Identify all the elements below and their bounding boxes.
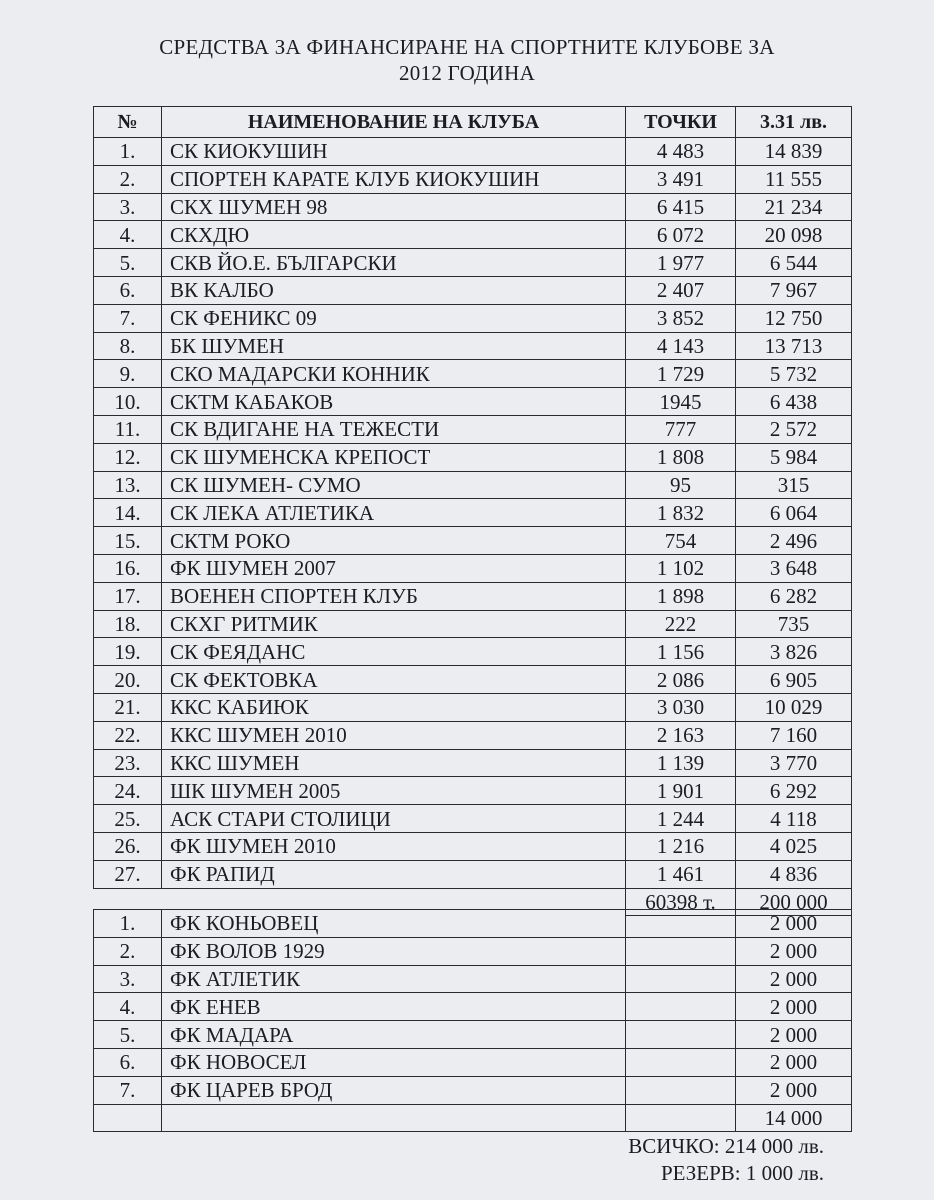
table-row — [94, 1048, 852, 1076]
row-amount: 4 836 — [736, 860, 852, 888]
row-amount: 7 160 — [736, 721, 852, 749]
row-amount: 6 544 — [736, 249, 852, 277]
table-row — [94, 666, 852, 694]
table-row — [94, 193, 852, 221]
row-amount: 735 — [736, 610, 852, 638]
table-row — [94, 471, 852, 499]
row-points: 1 461 — [626, 860, 736, 888]
table-row — [94, 276, 852, 304]
row-club-name: ФК НОВОСЕЛ — [162, 1048, 626, 1076]
row-number: 15. — [94, 527, 162, 555]
row-club-name: АСК СТАРИ СТОЛИЦИ — [162, 805, 626, 833]
table-row — [94, 415, 852, 443]
row-amount: 2 000 — [736, 965, 852, 993]
row-number: 3. — [94, 965, 162, 993]
row-number: 10. — [94, 388, 162, 416]
total-points: 60398 т. — [626, 888, 736, 916]
row-points: 1 832 — [626, 499, 736, 527]
row-number: 1. — [94, 138, 162, 166]
table-row — [94, 937, 852, 965]
row-club-name: ККС ШУМЕН — [162, 749, 626, 777]
table-row — [94, 165, 852, 193]
row-amount: 12 750 — [736, 304, 852, 332]
table-row — [94, 693, 852, 721]
row-points: 2 163 — [626, 721, 736, 749]
row-amount: 2 000 — [736, 1021, 852, 1049]
row-club-name: ФК ШУМЕН 2010 — [162, 832, 626, 860]
row-points: 222 — [626, 610, 736, 638]
row-amount: 21 234 — [736, 193, 852, 221]
row-points: 95 — [626, 471, 736, 499]
row-amount: 5 732 — [736, 360, 852, 388]
table-row — [94, 832, 852, 860]
row-number: 16. — [94, 554, 162, 582]
clubs-funding-table — [93, 106, 852, 916]
row-points: 3 491 — [626, 165, 736, 193]
row-points: 3 852 — [626, 304, 736, 332]
row-number: 11. — [94, 415, 162, 443]
row-club-name: СК ФЕНИКС 09 — [162, 304, 626, 332]
row-points: 3 030 — [626, 693, 736, 721]
row-points: 4 483 — [626, 138, 736, 166]
table-row — [94, 638, 852, 666]
row-points: 2 407 — [626, 276, 736, 304]
row-amount: 6 438 — [736, 388, 852, 416]
row-club-name: ФК АТЛЕТИК — [162, 965, 626, 993]
row-amount: 3 770 — [736, 749, 852, 777]
table-row — [94, 1076, 852, 1104]
reserve-amount: РЕЗЕРВ: 1 000 лв. — [660, 1161, 824, 1185]
row-number: 20. — [94, 666, 162, 694]
row-points-blank — [626, 937, 736, 965]
extra-total-blank-num — [94, 1104, 162, 1132]
row-club-name: ФК ЕНЕВ — [162, 993, 626, 1021]
row-club-name: ФК ШУМЕН 2007 — [162, 554, 626, 582]
row-club-name: СКВ ЙО.Е. БЪЛГАРСКИ — [162, 249, 626, 277]
row-amount: 20 098 — [736, 221, 852, 249]
row-number: 21. — [94, 693, 162, 721]
row-club-name: СК ЛЕКА АТЛЕТИКА — [162, 499, 626, 527]
row-amount: 4 118 — [736, 805, 852, 833]
table-row — [94, 582, 852, 610]
row-amount: 2 000 — [736, 993, 852, 1021]
row-number: 2. — [94, 937, 162, 965]
row-points-blank — [626, 1048, 736, 1076]
row-club-name: СКХ ШУМЕН 98 — [162, 193, 626, 221]
table-row — [94, 443, 852, 471]
table-row — [94, 965, 852, 993]
row-amount: 2 572 — [736, 415, 852, 443]
row-number: 26. — [94, 832, 162, 860]
row-amount: 2 000 — [736, 1076, 852, 1104]
row-club-name: ВОЕНЕН СПОРТЕН КЛУБ — [162, 582, 626, 610]
row-amount: 315 — [736, 471, 852, 499]
row-amount: 14 839 — [736, 138, 852, 166]
row-points: 1 901 — [626, 777, 736, 805]
row-points: 777 — [626, 415, 736, 443]
extra-total-blank-name — [162, 1104, 626, 1132]
row-number: 23. — [94, 749, 162, 777]
row-club-name: ККС ШУМЕН 2010 — [162, 721, 626, 749]
row-number: 5. — [94, 1021, 162, 1049]
grand-total: ВСИЧКО: 214 000 лв. — [628, 1134, 824, 1158]
row-number: 25. — [94, 805, 162, 833]
document-title — [0, 34, 934, 86]
row-points-blank — [626, 1021, 736, 1049]
row-amount: 13 713 — [736, 332, 852, 360]
table-row — [94, 388, 852, 416]
table-row — [94, 749, 852, 777]
row-points: 1 898 — [626, 582, 736, 610]
row-club-name: ВК КАЛБО — [162, 276, 626, 304]
row-number: 3. — [94, 193, 162, 221]
row-number: 5. — [94, 249, 162, 277]
table-row — [94, 610, 852, 638]
header-amount: 3.31 лв. — [736, 107, 852, 138]
row-amount: 2 000 — [736, 1048, 852, 1076]
row-points-blank — [626, 993, 736, 1021]
row-number: 6. — [94, 276, 162, 304]
row-club-name: ФК МАДАРА — [162, 1021, 626, 1049]
row-number: 4. — [94, 993, 162, 1021]
row-amount: 2 000 — [736, 910, 852, 938]
row-club-name: БК ШУМЕН — [162, 332, 626, 360]
header-number: № — [94, 107, 162, 138]
extra-total-amount: 14 000 — [736, 1104, 852, 1132]
row-club-name: СК ВДИГАНЕ НА ТЕЖЕСТИ — [162, 415, 626, 443]
row-points: 1 977 — [626, 249, 736, 277]
row-number: 2. — [94, 165, 162, 193]
row-amount: 10 029 — [736, 693, 852, 721]
row-points: 1 729 — [626, 360, 736, 388]
row-number: 14. — [94, 499, 162, 527]
row-club-name: ШК ШУМЕН 2005 — [162, 777, 626, 805]
row-number: 4. — [94, 221, 162, 249]
table-row — [94, 332, 852, 360]
row-number: 18. — [94, 610, 162, 638]
extra-total-row — [94, 1104, 852, 1132]
row-points: 754 — [626, 527, 736, 555]
row-points-blank — [626, 910, 736, 938]
table-row — [94, 860, 852, 888]
row-amount: 3 648 — [736, 554, 852, 582]
row-number: 7. — [94, 1076, 162, 1104]
row-amount: 11 555 — [736, 165, 852, 193]
row-points-blank — [626, 1076, 736, 1104]
row-amount: 4 025 — [736, 832, 852, 860]
row-points: 1 156 — [626, 638, 736, 666]
row-number: 1. — [94, 910, 162, 938]
row-points: 4 143 — [626, 332, 736, 360]
table-row — [94, 910, 852, 938]
table-row — [94, 527, 852, 555]
row-points: 1 139 — [626, 749, 736, 777]
row-club-name: ФК ЦАРЕВ БРОД — [162, 1076, 626, 1104]
row-club-name: СК ШУМЕН- СУМО — [162, 471, 626, 499]
extra-total-blank-points — [626, 1104, 736, 1132]
row-points: 2 086 — [626, 666, 736, 694]
row-number: 22. — [94, 721, 162, 749]
table-row — [94, 777, 852, 805]
row-club-name: СКТМ КАБАКОВ — [162, 388, 626, 416]
row-club-name: СК ФЕЯДАНС — [162, 638, 626, 666]
row-number: 7. — [94, 304, 162, 332]
row-points: 6 072 — [626, 221, 736, 249]
row-points-blank — [626, 965, 736, 993]
row-points: 1945 — [626, 388, 736, 416]
table-row — [94, 138, 852, 166]
row-number: 27. — [94, 860, 162, 888]
table-row — [94, 360, 852, 388]
header-points: ТОЧКИ — [626, 107, 736, 138]
table-row — [94, 249, 852, 277]
row-club-name: СК ШУМЕНСКА КРЕПОСТ — [162, 443, 626, 471]
row-amount: 7 967 — [736, 276, 852, 304]
row-number: 13. — [94, 471, 162, 499]
row-points: 1 102 — [626, 554, 736, 582]
row-points: 1 808 — [626, 443, 736, 471]
row-club-name: ФК КОНЬОВЕЦ — [162, 910, 626, 938]
row-club-name: СК КИОКУШИН — [162, 138, 626, 166]
row-amount: 2 000 — [736, 937, 852, 965]
row-amount: 6 064 — [736, 499, 852, 527]
table-row — [94, 554, 852, 582]
row-number: 9. — [94, 360, 162, 388]
row-club-name: ФК РАПИД — [162, 860, 626, 888]
table-row — [94, 721, 852, 749]
table-row — [94, 304, 852, 332]
row-number: 12. — [94, 443, 162, 471]
table-row — [94, 993, 852, 1021]
row-number: 6. — [94, 1048, 162, 1076]
table-row — [94, 499, 852, 527]
row-amount: 2 496 — [736, 527, 852, 555]
row-amount: 6 905 — [736, 666, 852, 694]
table-row — [94, 221, 852, 249]
row-club-name: СКТМ РОКО — [162, 527, 626, 555]
row-points: 6 415 — [626, 193, 736, 221]
table-header-row — [94, 107, 852, 138]
title-line-1: СРЕДСТВА ЗА ФИНАНСИРАНЕ НА СПОРТНИТЕ КЛУБОВЕ ЗА — [159, 35, 775, 59]
total-amount: 200 000 — [736, 888, 852, 916]
header-club-name: НАИМЕНОВАНИЕ НА КЛУБА — [162, 107, 626, 138]
row-club-name: СК ФЕКТОВКА — [162, 666, 626, 694]
row-amount: 5 984 — [736, 443, 852, 471]
row-club-name: ФК ВОЛОВ 1929 — [162, 937, 626, 965]
row-number: 24. — [94, 777, 162, 805]
row-club-name: СКО МАДАРСКИ КОННИК — [162, 360, 626, 388]
table-row — [94, 805, 852, 833]
row-amount: 3 826 — [736, 638, 852, 666]
row-number: 8. — [94, 332, 162, 360]
row-amount: 6 292 — [736, 777, 852, 805]
row-number: 19. — [94, 638, 162, 666]
row-points: 1 216 — [626, 832, 736, 860]
row-club-name: СКХДЮ — [162, 221, 626, 249]
row-club-name: ККС КАБИЮК — [162, 693, 626, 721]
row-amount: 6 282 — [736, 582, 852, 610]
row-points: 1 244 — [626, 805, 736, 833]
row-number: 17. — [94, 582, 162, 610]
table-row — [94, 1021, 852, 1049]
additional-clubs-table — [93, 909, 852, 1132]
title-line-2: 2012 ГОДИНА — [398, 61, 536, 85]
row-club-name: СКХГ РИТМИК — [162, 610, 626, 638]
row-club-name: СПОРТЕН КАРАТЕ КЛУБ КИОКУШИН — [162, 165, 626, 193]
